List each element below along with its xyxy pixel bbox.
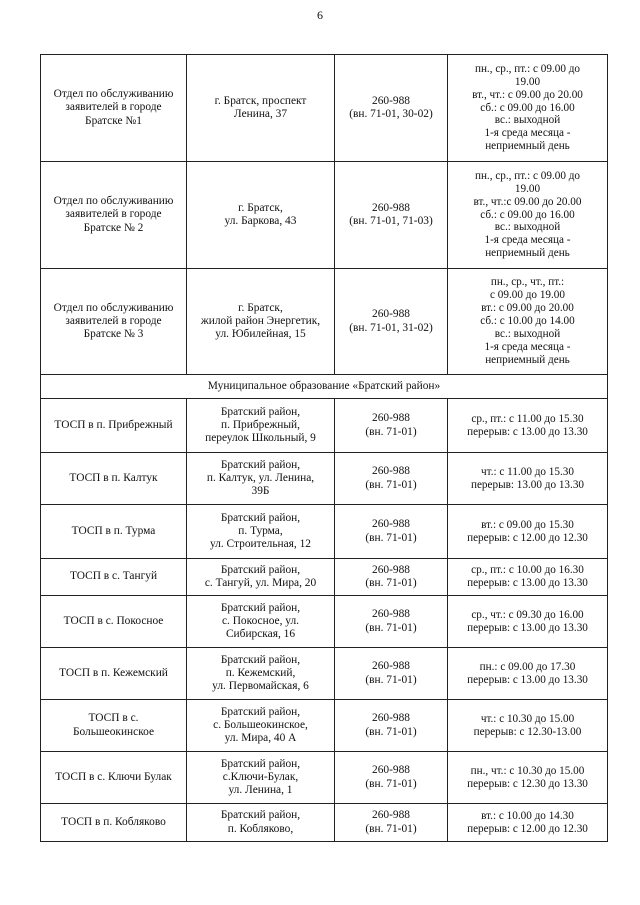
- phone-cell: 260-988 (вн. 71-01): [335, 752, 448, 804]
- hours-cell: чт.: с 11.00 до 15.30 перерыв: 13.00 до 13.30: [448, 453, 608, 505]
- office-name-cell: ТОСП в с. Большеокинское: [41, 700, 187, 752]
- address-cell: Братский район, п. Кобляково,: [187, 804, 335, 842]
- address-cell: Братский район, п. Прибрежный, переулок Школьный, 9: [187, 399, 335, 453]
- office-name-cell: Отдел по обслуживанию заявителей в городе Братске №1: [41, 55, 187, 162]
- table-row: [41, 596, 608, 648]
- phone-cell: 260-988 (вн. 71-01, 71-03): [335, 162, 448, 269]
- phone-cell: 260-988 (вн. 71-01): [335, 399, 448, 453]
- section-title: Муниципальное образование «Братский район»: [41, 375, 608, 399]
- hours-cell: пн., ср., пт.: с 09.00 до 19.00 вт., чт.:с 09.00 до 20.00 сб.: с 09.00 до 16.00 вс.: выходной 1-я среда месяца - неприемный день: [448, 162, 608, 269]
- office-name-cell: ТОСП в п. Кобляково: [41, 804, 187, 842]
- phone-cell: 260-988 (вн. 71-01, 30-02): [335, 55, 448, 162]
- office-name-cell: ТОСП в п. Турма: [41, 505, 187, 559]
- office-name-cell: Отдел по обслуживанию заявителей в городе Братске № 3: [41, 269, 187, 375]
- address-cell: г. Братск, ул. Баркова, 43: [187, 162, 335, 269]
- table-row: [41, 559, 608, 596]
- office-name-cell: ТОСП в с. Покосное: [41, 596, 187, 648]
- address-cell: Братский район, п. Кежемский, ул. Первомайская, 6: [187, 648, 335, 700]
- hours-cell: пн., ср., чт., пт.: с 09.00 до 19.00 вт.: с 09.00 до 20.00 сб.: с 10.00 до 14.00 вс.: выходной 1-я среда месяца - неприемный день: [448, 269, 608, 375]
- hours-cell: пн., чт.: с 10.30 до 15.00 перерыв: с 12.30 до 13.30: [448, 752, 608, 804]
- table-row: [41, 453, 608, 505]
- phone-cell: 260-988 (вн. 71-01): [335, 648, 448, 700]
- address-cell: г. Братск, проспект Ленина, 37: [187, 55, 335, 162]
- hours-cell: ср., пт.: с 10.00 до 16.30 перерыв: с 13.00 до 13.30: [448, 559, 608, 596]
- page-number: 6: [317, 8, 323, 22]
- table-row: [41, 162, 608, 269]
- phone-cell: 260-988 (вн. 71-01): [335, 453, 448, 505]
- hours-cell: пн.: с 09.00 до 17.30 перерыв: с 13.00 до 13.30: [448, 648, 608, 700]
- address-cell: г. Братск, жилой район Энергетик, ул. Юбилейная, 15: [187, 269, 335, 375]
- hours-cell: чт.: с 10.30 до 15.00 перерыв: с 12.30-13.00: [448, 700, 608, 752]
- section-header-row: [41, 375, 608, 399]
- table-row: [41, 804, 608, 842]
- hours-cell: вт.: с 09.00 до 15.30 перерыв: с 12.00 до 12.30: [448, 505, 608, 559]
- table-row: [41, 55, 608, 162]
- hours-cell: ср., пт.: с 11.00 до 15.30 перерыв: с 13.00 до 13.30: [448, 399, 608, 453]
- table-row: [41, 399, 608, 453]
- table-row: [41, 648, 608, 700]
- phone-cell: 260-988 (вн. 71-01): [335, 505, 448, 559]
- hours-cell: вт.: с 10.00 до 14.30 перерыв: с 12.00 до 12.30: [448, 804, 608, 842]
- address-cell: Братский район, с. Покосное, ул. Сибирская, 16: [187, 596, 335, 648]
- phone-cell: 260-988 (вн. 71-01, 31-02): [335, 269, 448, 375]
- hours-cell: ср., чт.: с 09.30 до 16.00 перерыв: с 13.00 до 13.30: [448, 596, 608, 648]
- office-name-cell: ТОСП в с. Тангуй: [41, 559, 187, 596]
- office-name-cell: ТОСП в с. Ключи Булак: [41, 752, 187, 804]
- office-name-cell: Отдел по обслуживанию заявителей в городе Братске № 2: [41, 162, 187, 269]
- phone-cell: 260-988 (вн. 71-01): [335, 596, 448, 648]
- table-row: [41, 700, 608, 752]
- office-name-cell: ТОСП в п. Кежемский: [41, 648, 187, 700]
- table-row: [41, 505, 608, 559]
- address-cell: Братский район, с. Большеокинское, ул. Мира, 40 А: [187, 700, 335, 752]
- phone-cell: 260-988 (вн. 71-01): [335, 559, 448, 596]
- phone-cell: 260-988 (вн. 71-01): [335, 804, 448, 842]
- address-cell: Братский район, с. Тангуй, ул. Мира, 20: [187, 559, 335, 596]
- office-name-cell: ТОСП в п. Калтук: [41, 453, 187, 505]
- office-name-cell: ТОСП в п. Прибрежный: [41, 399, 187, 453]
- address-cell: Братский район, с.Ключи-Булак, ул. Ленина, 1: [187, 752, 335, 804]
- hours-cell: пн., ср., пт.: с 09.00 до 19.00 вт., чт.: с 09.00 до 20.00 сб.: с 09.00 до 16.00 вс.: выходной 1-я среда месяца - неприемный день: [448, 55, 608, 162]
- phone-cell: 260-988 (вн. 71-01): [335, 700, 448, 752]
- office-schedule-table: [40, 54, 608, 842]
- address-cell: Братский район, п. Турма, ул. Строительная, 12: [187, 505, 335, 559]
- table-row: [41, 752, 608, 804]
- address-cell: Братский район, п. Калтук, ул. Ленина, 39Б: [187, 453, 335, 505]
- table-row: [41, 269, 608, 375]
